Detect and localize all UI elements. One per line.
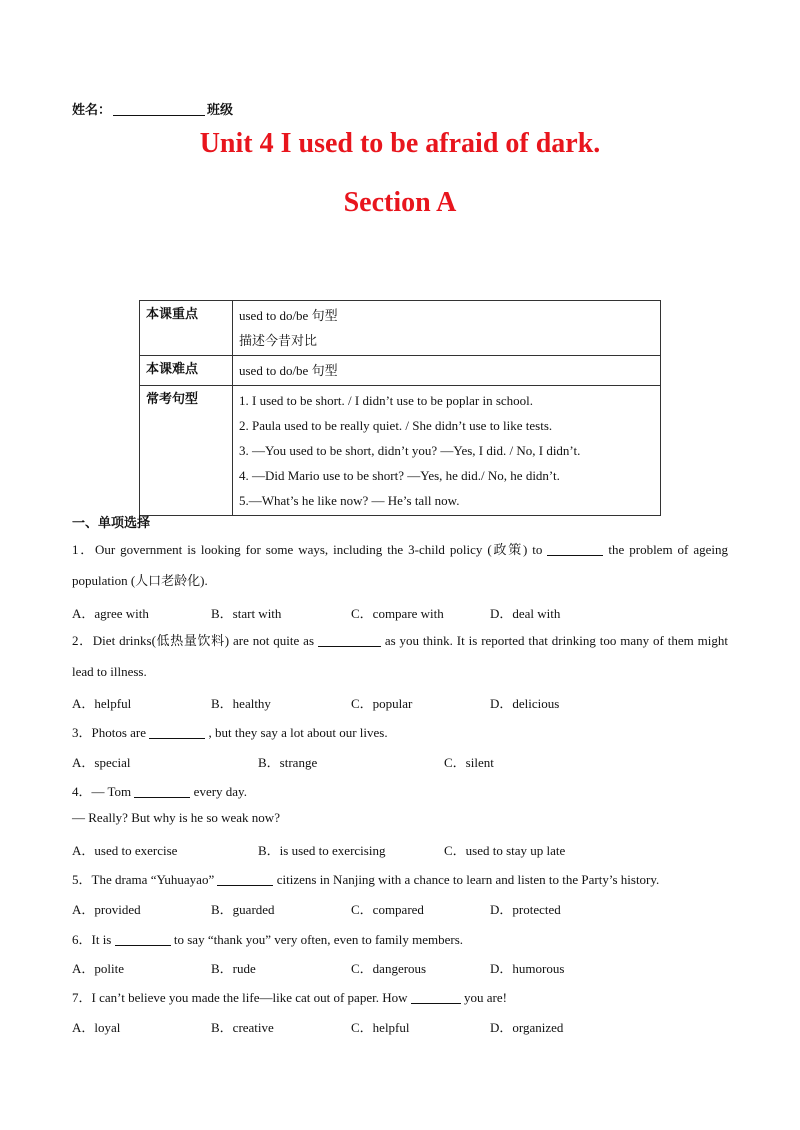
option-c[interactable]: C．compare with bbox=[351, 606, 444, 621]
question-2 bbox=[72, 625, 728, 687]
content-line: 5.—What’s he like now? — He’s tall now. bbox=[239, 493, 460, 508]
question-text-cont: you are! bbox=[463, 990, 507, 1005]
section-heading: 一、单项选择 bbox=[72, 515, 151, 530]
answer-blank[interactable] bbox=[547, 543, 603, 556]
answer-blank[interactable] bbox=[134, 785, 190, 798]
question-text: 5．The drama “Yuhuayao” bbox=[72, 872, 215, 887]
question-4-reply: — Really? But why is he so weak now? bbox=[72, 810, 280, 825]
option-a[interactable]: A．loyal bbox=[72, 1020, 121, 1035]
option-b[interactable]: B．guarded bbox=[211, 902, 275, 917]
option-b[interactable]: B．start with bbox=[211, 606, 282, 621]
content-line: 2. Paula used to be really quiet. / She didn’t use to like tests. bbox=[239, 418, 553, 433]
option-b[interactable]: B．healthy bbox=[211, 696, 271, 711]
table-row bbox=[140, 386, 661, 516]
question-text: 6．It is bbox=[72, 932, 112, 947]
option-a[interactable]: A．used to exercise bbox=[72, 843, 178, 858]
unit-title: Unit 4 I used to be afraid of dark. bbox=[199, 128, 601, 159]
option-d[interactable]: D．organized bbox=[490, 1020, 564, 1035]
answer-blank[interactable] bbox=[149, 726, 205, 739]
answer-blank[interactable] bbox=[318, 634, 381, 647]
question-text: 1．Our government is looking for some ways, including the 3-child policy (政策) to bbox=[72, 542, 543, 557]
option-c[interactable]: C．used to stay up late bbox=[444, 843, 566, 858]
answer-blank[interactable] bbox=[115, 933, 171, 946]
option-c[interactable]: C．popular bbox=[351, 696, 413, 711]
row-label: 本课难点 bbox=[140, 356, 233, 386]
row-label: 本课重点 bbox=[140, 301, 233, 356]
option-d[interactable]: D．deal with bbox=[490, 606, 561, 621]
question-7 bbox=[72, 987, 507, 1006]
option-a[interactable]: A．agree with bbox=[72, 606, 149, 621]
question-text: 3．Photos are bbox=[72, 725, 147, 740]
question-text-cont: citizens in Nanjing with a chance to learn and listen to the Party’s history. bbox=[276, 872, 660, 887]
question-text: 4．— Tom bbox=[72, 784, 132, 799]
class-label: 班级 bbox=[207, 102, 234, 117]
option-a[interactable]: A．helpful bbox=[72, 696, 132, 711]
question-1 bbox=[72, 534, 728, 596]
option-c[interactable]: C．helpful bbox=[351, 1020, 410, 1035]
row-content bbox=[233, 356, 661, 386]
option-a[interactable]: A．special bbox=[72, 755, 131, 770]
option-d[interactable]: D．protected bbox=[490, 902, 561, 917]
content-line: 描述今昔对比 bbox=[239, 333, 318, 348]
name-blank[interactable] bbox=[113, 103, 205, 116]
content-line: 4. —Did Mario use to be short? —Yes, he did./ No, he didn’t. bbox=[239, 468, 560, 483]
option-b[interactable]: B．is used to exercising bbox=[258, 843, 386, 858]
row-content bbox=[233, 386, 661, 516]
question-text-cont: as you think. It is reported that drinking too many of them might lead to illness. bbox=[72, 633, 728, 679]
content-line: used to do/be 句型 bbox=[239, 363, 338, 378]
option-b[interactable]: B．strange bbox=[258, 755, 318, 770]
option-b[interactable]: B．rude bbox=[211, 961, 256, 976]
option-b[interactable]: B．creative bbox=[211, 1020, 274, 1035]
name-label: 姓名： bbox=[72, 102, 112, 117]
option-d[interactable]: D．humorous bbox=[490, 961, 565, 976]
content-line: 3. —You used to be short, didn’t you? —Yes, I did. / No, I didn’t. bbox=[239, 443, 581, 458]
section-title: Section A bbox=[343, 187, 457, 218]
question-3 bbox=[72, 722, 388, 741]
question-text: 2．Diet drinks(低热量饮料) are not quite as bbox=[72, 633, 314, 648]
row-content bbox=[233, 301, 661, 356]
content-line: used to do/be 句型 bbox=[239, 308, 338, 323]
question-6 bbox=[72, 929, 463, 948]
option-c[interactable]: C．silent bbox=[444, 755, 494, 770]
option-d[interactable]: D．delicious bbox=[490, 696, 560, 711]
option-c[interactable]: C．dangerous bbox=[351, 961, 427, 976]
question-text-cont: the problem of ageing population (人口老龄化). bbox=[72, 542, 729, 588]
answer-blank[interactable] bbox=[411, 991, 461, 1004]
answer-blank[interactable] bbox=[217, 873, 273, 886]
question-text: 7．I can’t believe you made the life—like cat out of paper. How bbox=[72, 990, 408, 1005]
question-text-cont: every day. bbox=[193, 784, 247, 799]
student-info-line bbox=[72, 99, 233, 118]
content-line: 1. I used to be short. / I didn’t use to be poplar in school. bbox=[239, 393, 534, 408]
table-row bbox=[140, 301, 661, 356]
question-text-cont: to say “thank you” very often, even to family members. bbox=[173, 932, 464, 947]
row-label: 常考句型 bbox=[140, 386, 233, 516]
option-c[interactable]: C．compared bbox=[351, 902, 424, 917]
table-row bbox=[140, 356, 661, 386]
option-a[interactable]: A．polite bbox=[72, 961, 124, 976]
option-a[interactable]: A．provided bbox=[72, 902, 141, 917]
question-text-cont: , but they say a lot about our lives. bbox=[208, 725, 388, 740]
question-5 bbox=[72, 869, 659, 888]
key-points-table bbox=[139, 300, 661, 516]
question-4 bbox=[72, 781, 247, 800]
